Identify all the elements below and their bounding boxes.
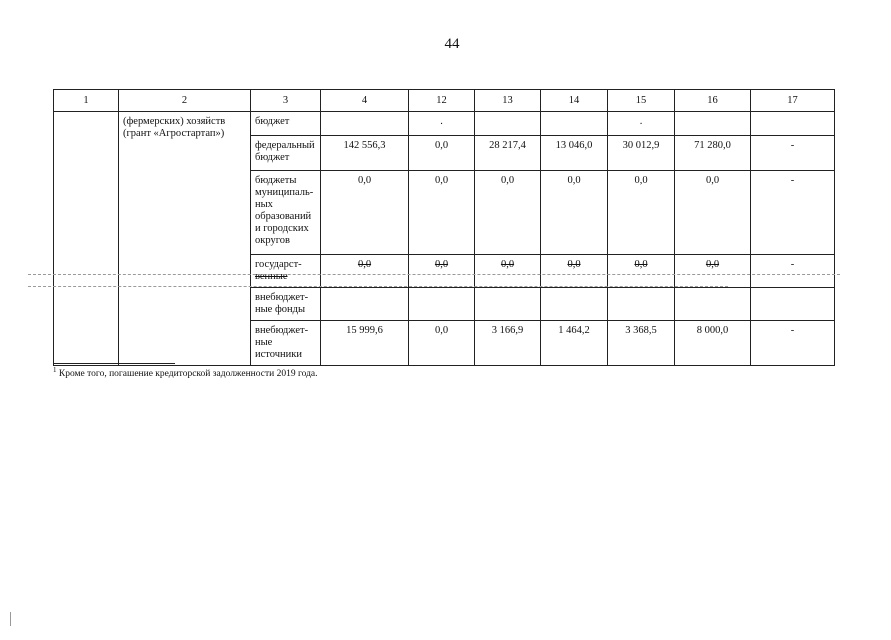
scan-artifact-line [28, 286, 728, 287]
value-cell: 0,0 [541, 171, 608, 255]
funding-source-cell: федеральный бюджет [251, 136, 321, 171]
value-cell: 15 999,6 [321, 321, 409, 366]
funding-source-cell: бюджет [251, 112, 321, 136]
value-cell: 0,0 [475, 255, 541, 288]
value-cell: 0,0 [675, 171, 751, 255]
footnote-rule [53, 363, 175, 364]
column-header: 2 [119, 90, 251, 112]
column-header: 15 [608, 90, 675, 112]
value-cell: 13 046,0 [541, 136, 608, 171]
value-cell: 142 556,3 [321, 136, 409, 171]
funding-source-cell: бюджеты муниципаль-ных образований и городских округов [251, 171, 321, 255]
value-cell: 0,0 [321, 255, 409, 288]
column-header: 1 [54, 90, 119, 112]
value-cell: 8 000,0 [675, 321, 751, 366]
footnote-marker: 1 [53, 366, 57, 374]
funding-source-text: венные [255, 271, 288, 282]
column-header: 17 [751, 90, 835, 112]
page-number: 44 [444, 36, 460, 52]
value-cell: 0,0 [409, 171, 475, 255]
value-cell [541, 112, 608, 136]
column-header: 12 [409, 90, 475, 112]
scan-artifact-line [28, 274, 840, 275]
value-cell [475, 112, 541, 136]
value-cell [321, 112, 409, 136]
funding-source-cell: внебюджет-ные фонды [251, 288, 321, 321]
table-header-row [54, 90, 835, 112]
value-cell: 28 217,4 [475, 136, 541, 171]
value-cell: 1 464,2 [541, 321, 608, 366]
column-header: 16 [675, 90, 751, 112]
value-cell: 0,0 [321, 171, 409, 255]
value-cell: 30 012,9 [608, 136, 675, 171]
value-cell: 0,0 [608, 255, 675, 288]
value-cell: 0,0 [541, 255, 608, 288]
funding-source-cell: внебюджет-ные источники [251, 321, 321, 366]
budget-table [53, 89, 835, 366]
value-cell: - [751, 136, 835, 171]
value-cell: 0,0 [608, 171, 675, 255]
program-name-cell: (фермерских) хозяйств (грант «Агростартап») [119, 112, 251, 366]
table-row [54, 112, 835, 136]
footnote [53, 366, 318, 379]
value-cell: 3 166,9 [475, 321, 541, 366]
column-header: 4 [321, 90, 409, 112]
column-header: 13 [475, 90, 541, 112]
value-cell: 71 280,0 [675, 136, 751, 171]
value-cell: 0,0 [475, 171, 541, 255]
value-cell: 0,0 [409, 321, 475, 366]
value-cell: - [751, 255, 835, 288]
value-cell: - [751, 171, 835, 255]
footnote-text: Кроме того, погашение кредиторской задолженности 2019 года. [58, 369, 318, 380]
value-cell: . [409, 112, 475, 136]
column-header: 3 [251, 90, 321, 112]
value-cell: 3 368,5 [608, 321, 675, 366]
funding-source-text: государст- [255, 259, 302, 270]
column-header: 14 [541, 90, 608, 112]
value-cell: 0,0 [675, 255, 751, 288]
value-cell [751, 112, 835, 136]
value-cell: - [751, 321, 835, 366]
value-cell [675, 112, 751, 136]
margin-mark [10, 612, 11, 626]
value-cell: 0,0 [409, 255, 475, 288]
value-cell: 0,0 [409, 136, 475, 171]
index-cell [54, 112, 119, 366]
funding-source-cell [251, 255, 321, 288]
value-cell: . [608, 112, 675, 136]
